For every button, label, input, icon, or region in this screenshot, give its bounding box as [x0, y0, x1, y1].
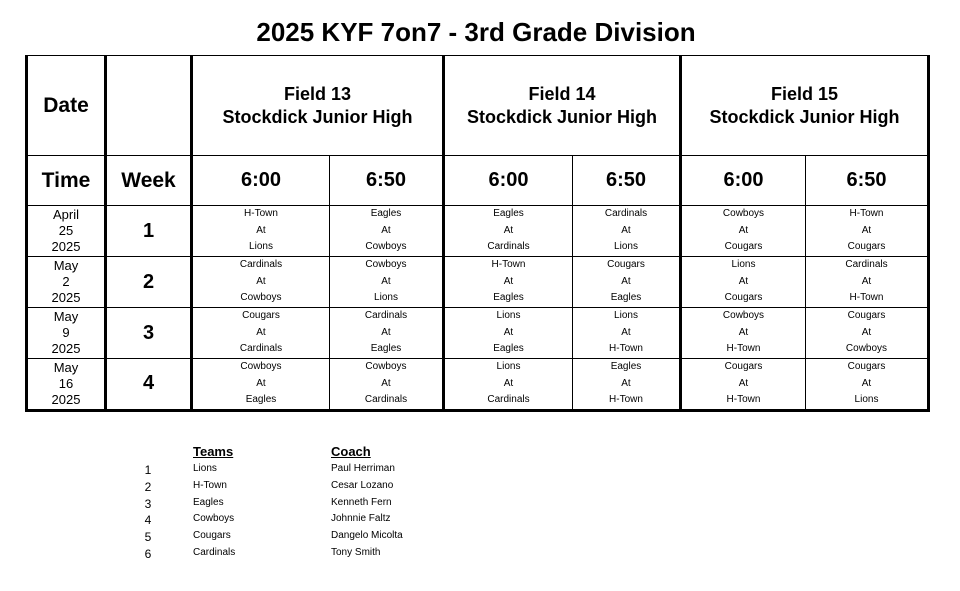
- game-cell: [806, 257, 929, 308]
- away-team: Cougars: [847, 310, 886, 322]
- list-item: [130, 463, 530, 480]
- game-cell: [444, 359, 573, 411]
- table-row: [27, 257, 929, 308]
- date-part: 2025: [51, 391, 81, 407]
- field-name: Field 14: [528, 83, 596, 104]
- at-label: At: [621, 275, 631, 287]
- at-label: At: [861, 377, 872, 389]
- coach-header: Coach: [331, 444, 371, 459]
- week-number: 1: [106, 206, 192, 257]
- page-title: 2025 KYF 7on7 - 3rd Grade Division: [256, 17, 696, 47]
- coach-name: Paul Herriman: [331, 463, 395, 474]
- date-part: May: [53, 309, 79, 324]
- schedule-table: [25, 55, 930, 412]
- away-team: Cardinals: [604, 208, 648, 220]
- field-school: Stockdick Junior High: [709, 106, 900, 127]
- home-team: Lions: [854, 394, 879, 405]
- at-label: At: [381, 275, 391, 287]
- away-team: Lions: [496, 310, 521, 322]
- home-team: Cowboys: [240, 292, 282, 304]
- at-label: At: [738, 377, 749, 389]
- table-row: [27, 206, 929, 257]
- week-date: [27, 308, 106, 359]
- date-part: May: [53, 258, 79, 273]
- list-item: [130, 513, 530, 530]
- date-part: 9: [62, 325, 70, 340]
- home-team: Eagles: [370, 343, 402, 355]
- week-date: [27, 206, 106, 257]
- game-cell: [192, 359, 330, 411]
- home-team: Lions: [374, 292, 398, 304]
- game-cell: [573, 359, 681, 411]
- away-team: Cougars: [724, 361, 763, 372]
- game-cell: [681, 359, 806, 411]
- week-date: [27, 359, 106, 411]
- away-team: Eagles: [493, 208, 524, 220]
- teams-header: Teams: [193, 444, 234, 459]
- at-label: At: [621, 224, 631, 236]
- away-team: Cowboys: [722, 310, 765, 322]
- game-cell: [192, 206, 330, 257]
- date-part: 2: [62, 274, 70, 289]
- game-cell: [806, 308, 929, 359]
- home-team: Eagles: [610, 292, 642, 304]
- away-team: Eagles: [610, 361, 642, 372]
- time-slot: 6:00: [192, 156, 330, 206]
- game-cell: [806, 359, 929, 411]
- game-cell: [444, 308, 573, 359]
- at-label: At: [381, 224, 391, 236]
- game-cell: [330, 257, 444, 308]
- list-item: [130, 547, 530, 564]
- game-cell: [330, 359, 444, 411]
- date-part: 2025: [51, 239, 81, 254]
- team-name: Lions: [193, 463, 217, 474]
- away-team: Cougars: [242, 310, 280, 322]
- time-slot: 6:50: [573, 156, 681, 206]
- home-team: Cardinals: [239, 343, 283, 355]
- game-cell: [573, 206, 681, 257]
- home-team: H-Town: [726, 394, 761, 405]
- home-team: Cougars: [724, 292, 763, 304]
- game-cell: [330, 206, 444, 257]
- game-cell: [444, 257, 573, 308]
- home-team: H-Town: [849, 292, 884, 304]
- time-header: Time: [27, 156, 106, 206]
- field-school: Stockdick Junior High: [222, 106, 413, 127]
- table-row: [27, 359, 929, 411]
- game-cell: [192, 257, 330, 308]
- team-name: Cardinals: [193, 547, 236, 558]
- away-team: Eagles: [370, 208, 402, 220]
- week-number: 2: [106, 257, 192, 308]
- away-team: Cougars: [847, 361, 886, 372]
- at-label: At: [503, 275, 514, 287]
- coach-name: Tony Smith: [331, 547, 381, 558]
- home-team: Eagles: [493, 343, 524, 355]
- at-label: At: [381, 326, 391, 338]
- at-label: At: [738, 326, 749, 338]
- away-team: Cougars: [607, 259, 645, 271]
- at-label: At: [738, 224, 749, 236]
- away-team: H-Town: [491, 259, 526, 271]
- away-team: H-Town: [849, 208, 884, 220]
- home-team: H-Town: [609, 343, 643, 355]
- field-header: [681, 56, 929, 156]
- home-team: Cougars: [724, 241, 763, 253]
- home-team: H-Town: [726, 343, 761, 355]
- home-team: Cardinals: [487, 394, 530, 405]
- header-row-fields: [27, 56, 929, 156]
- date-header: Date: [27, 56, 106, 156]
- home-team: Cowboys: [845, 343, 888, 355]
- header-row-times: [27, 156, 929, 206]
- home-team: Lions: [249, 241, 273, 253]
- away-team: Cardinals: [845, 259, 888, 271]
- coach-name: Kenneth Fern: [331, 496, 392, 508]
- coach-name: Dangelo Micolta: [331, 530, 403, 542]
- at-label: At: [256, 326, 266, 338]
- at-label: At: [861, 224, 872, 236]
- at-label: At: [256, 377, 266, 389]
- game-cell: [681, 206, 806, 257]
- date-part: 2025: [51, 290, 81, 305]
- field-header: [192, 56, 444, 156]
- at-label: At: [861, 275, 872, 287]
- table-row: [27, 308, 929, 359]
- week-number: 4: [106, 359, 192, 411]
- home-team: Cowboys: [365, 241, 407, 253]
- at-label: At: [503, 224, 514, 236]
- date-part: April: [52, 207, 79, 222]
- away-team: Lions: [496, 361, 521, 372]
- at-label: At: [503, 326, 514, 338]
- team-number: 5: [144, 530, 152, 545]
- at-label: At: [503, 377, 514, 389]
- list-item: [130, 480, 530, 497]
- list-item: [130, 530, 530, 547]
- away-team: Cowboys: [365, 259, 407, 271]
- game-cell: [573, 308, 681, 359]
- at-label: At: [621, 326, 631, 338]
- home-team: Cardinals: [487, 241, 530, 253]
- away-team: Cowboys: [722, 208, 765, 220]
- at-label: At: [621, 377, 631, 389]
- date-part: May: [53, 359, 79, 375]
- game-cell: [330, 308, 444, 359]
- coach-name: Johnnie Faltz: [331, 513, 391, 525]
- at-label: At: [861, 326, 872, 338]
- home-team: H-Town: [609, 394, 643, 405]
- field-name: Field 15: [770, 83, 839, 104]
- away-team: Lions: [731, 259, 756, 271]
- list-item: [130, 497, 530, 514]
- week-number: 3: [106, 308, 192, 359]
- game-cell: [192, 308, 330, 359]
- date-part: 2025: [51, 341, 81, 356]
- coach-name: Cesar Lozano: [331, 479, 394, 491]
- field-school: Stockdick Junior High: [466, 106, 658, 127]
- at-label: At: [256, 224, 266, 236]
- team-number: 1: [144, 463, 152, 477]
- blank-header: [106, 56, 192, 156]
- game-cell: [681, 257, 806, 308]
- week-date: [27, 257, 106, 308]
- team-name: H-Town: [193, 479, 227, 491]
- home-team: Eagles: [245, 394, 277, 405]
- field-name: Field 13: [283, 83, 352, 104]
- field-header: [444, 56, 681, 156]
- team-number: 3: [144, 496, 152, 511]
- time-slot: 6:50: [806, 156, 929, 206]
- away-team: Lions: [614, 310, 638, 322]
- home-team: Lions: [614, 241, 638, 253]
- home-team: Eagles: [493, 292, 524, 304]
- date-part: 25: [58, 223, 74, 238]
- at-label: At: [381, 377, 391, 389]
- week-header: Week: [106, 156, 192, 206]
- date-part: 16: [58, 375, 74, 391]
- away-team: Cardinals: [364, 310, 408, 322]
- at-label: At: [256, 275, 266, 287]
- time-slot: 6:50: [330, 156, 444, 206]
- time-slot: 6:00: [681, 156, 806, 206]
- game-cell: [573, 257, 681, 308]
- team-name: Cowboys: [193, 513, 235, 525]
- game-cell: [444, 206, 573, 257]
- away-team: H-Town: [244, 208, 278, 220]
- away-team: Cowboys: [240, 361, 282, 372]
- time-slot: 6:00: [444, 156, 573, 206]
- team-name: Eagles: [193, 496, 224, 508]
- away-team: Cardinals: [239, 259, 283, 271]
- at-label: At: [738, 275, 749, 287]
- game-cell: [681, 308, 806, 359]
- team-name: Cougars: [193, 530, 231, 542]
- home-team: Cardinals: [364, 394, 408, 405]
- game-cell: [806, 206, 929, 257]
- away-team: Cowboys: [365, 361, 407, 372]
- home-team: Cougars: [847, 241, 886, 253]
- team-number: 6: [144, 547, 152, 561]
- team-number: 4: [144, 513, 152, 528]
- team-number: 2: [144, 479, 152, 494]
